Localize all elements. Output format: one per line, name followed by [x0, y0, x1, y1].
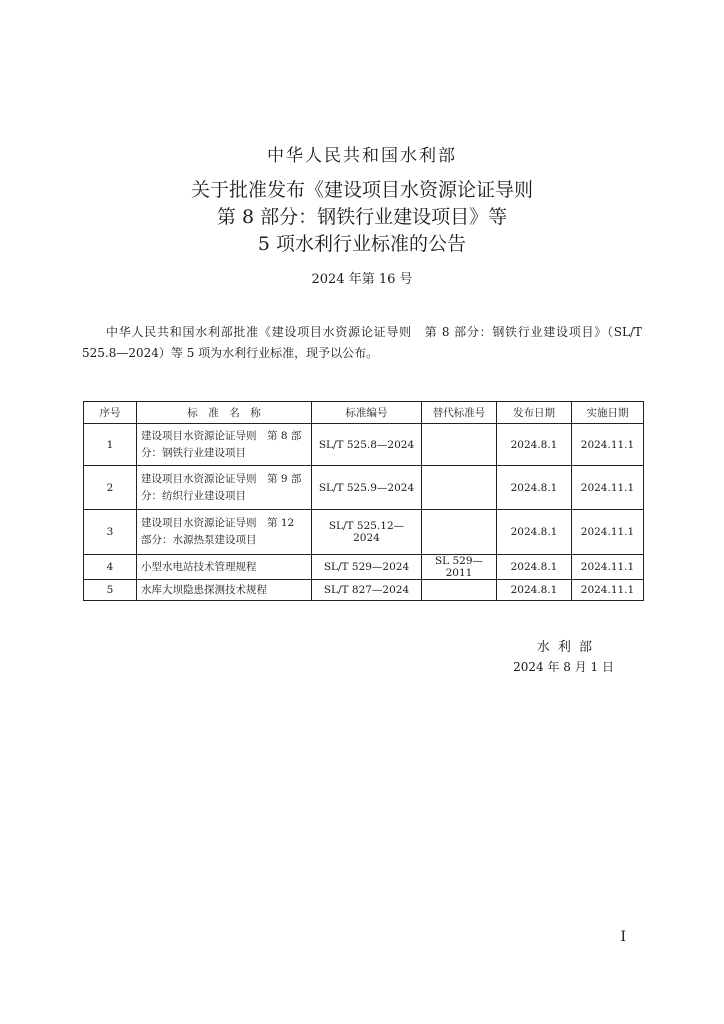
table-row [84, 580, 644, 601]
title-line: 关于批准发布《建设项目水资源论证导则 [190, 179, 533, 201]
title-line: 5 项水利行业标准的公告 [257, 233, 467, 255]
table-header-row [84, 402, 644, 424]
col-header-publish: 发布日期 [497, 402, 572, 424]
cell-code: SL/T 525.8—2024 [312, 424, 422, 466]
cell-implement: 2024.11.1 [572, 555, 644, 580]
standards-table [83, 401, 644, 601]
cell-name: 水库大坝隐患探测技术规程 [137, 580, 312, 601]
cell-publish: 2024.8.1 [497, 424, 572, 466]
cell-publish: 2024.8.1 [497, 580, 572, 601]
cell-implement: 2024.11.1 [572, 424, 644, 466]
cell-replace [422, 424, 497, 466]
cell-no: 2 [84, 466, 137, 510]
document-number: 2024 年第 16 号 [311, 272, 413, 287]
cell-publish: 2024.8.1 [497, 555, 572, 580]
col-header-implement: 实施日期 [572, 402, 644, 424]
cell-code: SL/T 529—2024 [312, 555, 422, 580]
title-line: 第 8 部分：钢铁行业建设项目》等 [216, 206, 508, 228]
table-row [84, 466, 644, 510]
cell-no: 1 [84, 424, 137, 466]
cell-no: 3 [84, 510, 137, 555]
col-header-name: 标 准 名 称 [137, 402, 312, 424]
col-header-code: 标准编号 [312, 402, 422, 424]
signature-org: 水 利 部 [536, 640, 594, 655]
cell-replace [422, 580, 497, 601]
cell-replace [422, 510, 497, 555]
cell-name: 建设项目水资源论证导则 第 8 部分：钢铁行业建设项目 [137, 424, 312, 466]
ministry-name: 中华人民共和国水利部 [267, 146, 457, 166]
cell-implement: 2024.11.1 [572, 510, 644, 555]
cell-code: SL/T 827—2024 [312, 580, 422, 601]
signature-date: 2024 年 8 月 1 日 [513, 660, 614, 674]
cell-code: SL/T 525.9—2024 [312, 466, 422, 510]
cell-name: 建设项目水资源论证导则 第 9 部分：纺织行业建设项目 [137, 466, 312, 510]
cell-name: 小型水电站技术管理规程 [137, 555, 312, 580]
table-row [84, 510, 644, 555]
col-header-no: 序号 [84, 402, 137, 424]
cell-name: 建设项目水资源论证导则 第 12 部分：水源热泵建设项目 [137, 510, 312, 555]
cell-implement: 2024.11.1 [572, 466, 644, 510]
cell-replace [422, 466, 497, 510]
cell-no: 4 [84, 555, 137, 580]
col-header-replace: 替代标准号 [422, 402, 497, 424]
cell-publish: 2024.8.1 [497, 510, 572, 555]
cell-code: SL/T 525.12—2024 [312, 510, 422, 555]
cell-no: 5 [84, 580, 137, 601]
cell-implement: 2024.11.1 [572, 580, 644, 601]
cell-replace: SL 529—2011 [422, 555, 497, 580]
table-row [84, 424, 644, 466]
table-row [84, 555, 644, 580]
cell-publish: 2024.8.1 [497, 466, 572, 510]
page-number: I [620, 929, 626, 945]
body-paragraph: 中华人民共和国水利部批准《建设项目水资源论证导则 第 8 部分：钢铁行业建设项目》（SL/T 525.8—2024）等 5 项为水利行业标准，现予以公布。 [82, 325, 642, 360]
announcement-title [0, 177, 724, 258]
